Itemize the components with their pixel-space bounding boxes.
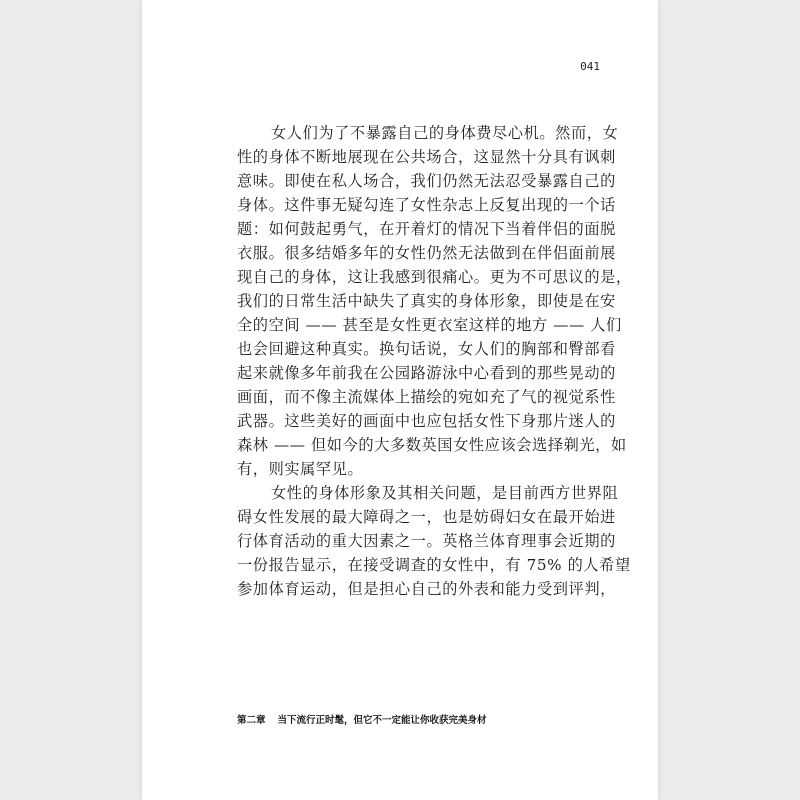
text-line: 一份报告显示，在接受调查的女性中，有 75% 的人希望 — [237, 556, 631, 574]
text-line: 有，则实属罕见。 — [237, 460, 364, 478]
page-number: 041 — [580, 60, 600, 73]
text-line: 参加体育运动，但是担心自己的外表和能力受到评判， — [237, 580, 616, 598]
text-line: 也会回避这种真实。换句话说，女人们的胸部和臀部看 — [237, 340, 616, 358]
text-line: 武器。这些美好的画面中也应包括女性下身那片迷人的 — [237, 412, 616, 430]
text-line: 题：如何鼓起勇气，在开着灯的情况下当着伴侣的面脱 — [237, 220, 616, 238]
text-line: 现自己的身体，这让我感到很痛心。更为不可思议的是， — [237, 268, 632, 286]
body-text — [237, 121, 632, 601]
text-line: 身体。这件事无疑勾连了女性杂志上反复出现的一个话 — [237, 196, 616, 214]
chapter-title: 当下流行正时髦，但它不一定能让你收获完美身材 — [277, 715, 487, 726]
chapter-label: 第二章 — [237, 715, 266, 726]
book-page — [142, 0, 658, 800]
text-line: 女性的身体形象及其相关问题，是目前西方世界阻 — [271, 484, 619, 502]
text-line: 碍女性发展的最大障碍之一，也是妨碍妇女在最开始进 — [237, 508, 616, 526]
text-line: 女人们为了不暴露自己的身体费尽心机。然而，女 — [271, 124, 619, 142]
text-line: 我们的日常生活中缺失了真实的身体形象，即使是在安 — [237, 292, 616, 310]
text-line: 森林 —— 但如今的大多数英国女性应该会选择剃光，如 — [237, 436, 627, 454]
paragraph-1 — [237, 121, 632, 481]
text-line: 画面，而不像主流媒体上描绘的宛如充了气的视觉系性 — [237, 388, 616, 406]
text-line: 性的身体不断地展现在公共场合，这显然十分具有讽刺 — [237, 148, 616, 166]
text-line: 行体育活动的重大因素之一。英格兰体育理事会近期的 — [237, 532, 616, 550]
text-line: 全的空间 —— 甚至是女性更衣室这样的地方 —— 人们 — [237, 316, 622, 334]
text-line: 意味。即使在私人场合，我们仍然无法忍受暴露自己的 — [237, 172, 616, 190]
text-line: 衣服。很多结婚多年的女性仍然无法做到在伴侣面前展 — [237, 244, 616, 262]
paragraph-2 — [237, 481, 631, 601]
running-footer — [237, 712, 487, 726]
text-line: 起来就像多年前我在公园路游泳中心看到的那些晃动的 — [237, 364, 616, 382]
